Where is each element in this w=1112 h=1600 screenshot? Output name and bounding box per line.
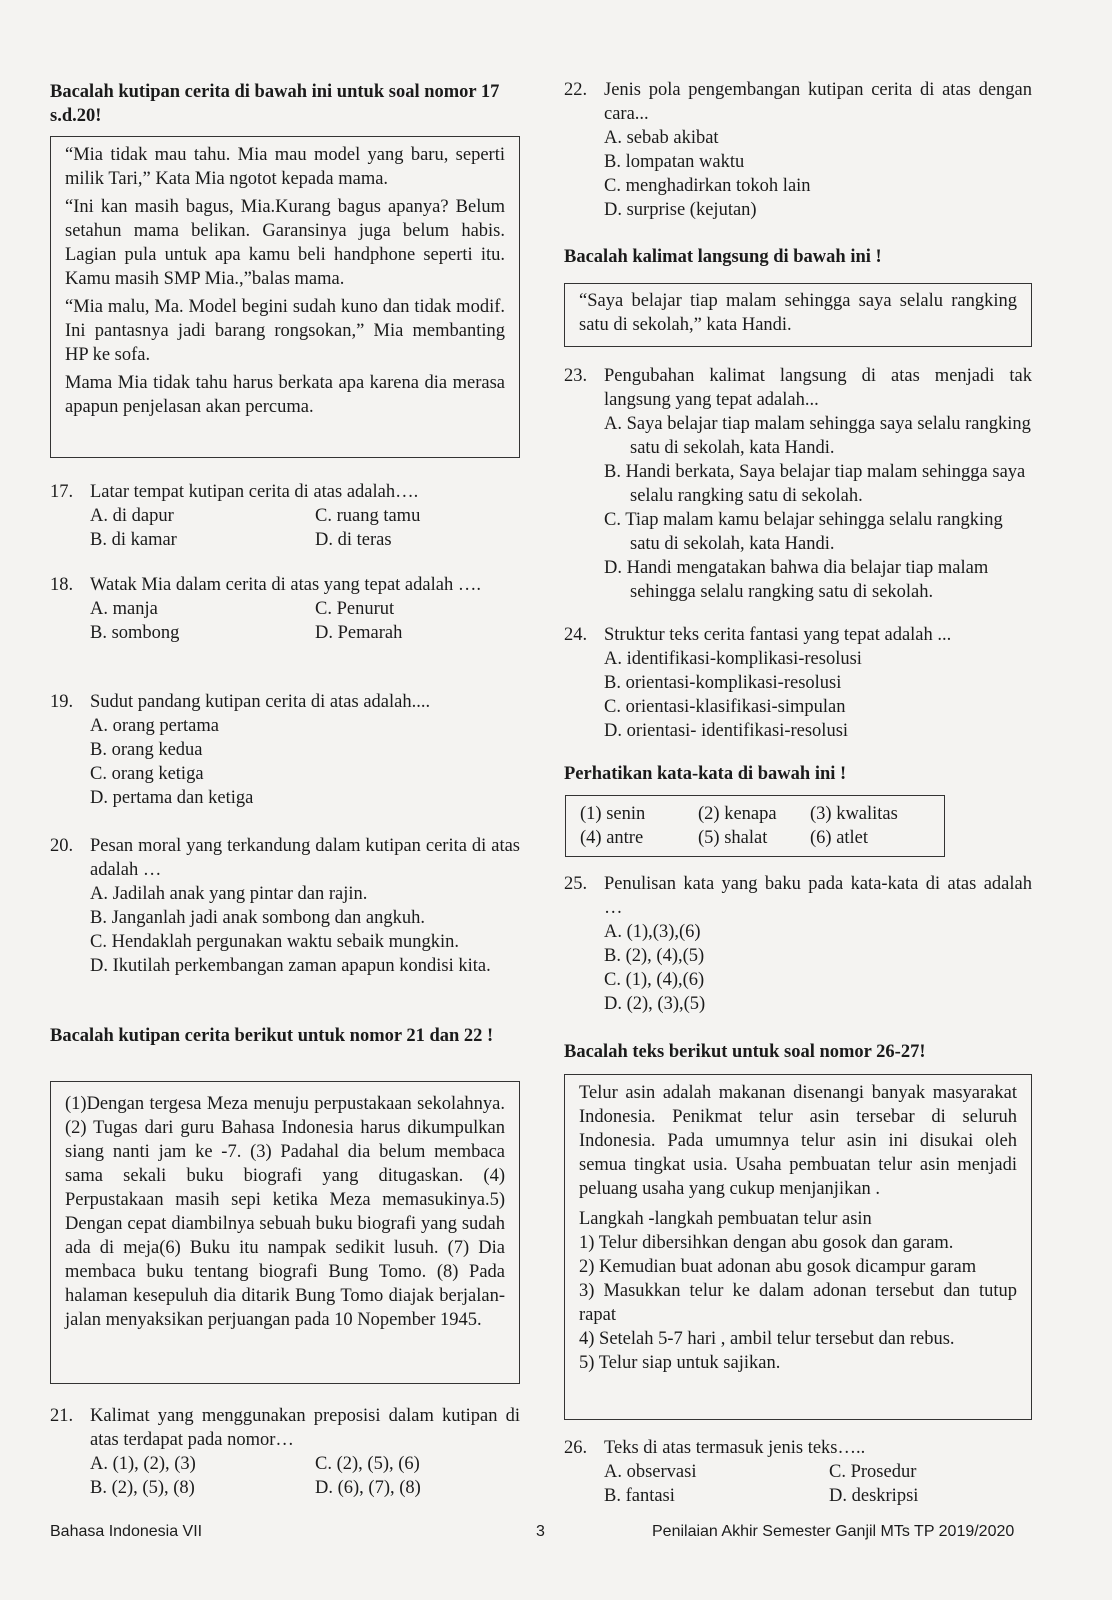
question-number: 23.	[564, 366, 588, 386]
word-item: (6) atlet	[810, 828, 869, 848]
step-item: 4) Setelah 5-7 hari , ambil telur tersebut dan rebus.	[579, 1329, 955, 1349]
answer-option: B. orientasi-komplikasi-resolusi	[604, 673, 842, 693]
footer-exam-title: Penilaian Akhir Semester Ganjil MTs TP 2019/2020	[652, 1523, 1015, 1540]
passage-paragraph: “Mia malu, Ma. Model begini sudah kuno dan tidak modif. Ini pantasnya jadi barang rongsokan,” Mia membanting HP ke sofa.	[65, 297, 505, 365]
section-heading: Bacalah kalimat langsung di bawah ini !	[564, 247, 882, 267]
question-row	[50, 573, 520, 645]
question-body	[90, 1404, 520, 1500]
question-row	[564, 1436, 1032, 1508]
story-passage-box	[50, 1081, 520, 1384]
answer-option: A. Jadilah anak yang pintar dan rajin.	[90, 884, 368, 904]
answer-option: A. manja	[90, 599, 158, 619]
answer-option: B. sombong	[90, 623, 180, 643]
answer-option: C. orientasi-klasifikasi-simpulan	[604, 697, 846, 717]
answer-option: C. menghadirkan tokoh lain	[604, 176, 811, 196]
question-number: 24.	[564, 625, 588, 645]
question-text: Pengubahan kalimat langsung di atas menjadi tak langsung yang tepat adalah...	[604, 366, 1032, 410]
question-body	[604, 364, 1032, 604]
passage-paragraph: Mama Mia tidak tahu harus berkata apa karena dia merasa apapun penjelasan akan percuma.	[65, 373, 505, 417]
question-number: 21.	[50, 1406, 74, 1426]
passage-paragraph: “Mia tidak mau tahu. Mia mau model yang baru, seperti milik Tari,” Kata Mia ngotot kepada mama.	[65, 145, 505, 189]
question-body	[604, 1436, 1032, 1508]
answer-option: B. Janganlah jadi anak sombong dan angkuh.	[90, 908, 425, 928]
question-body	[90, 690, 520, 810]
passage-paragraph: (1)Dengan tergesa Meza menuju perpustakaan sekolahnya. (2) Tugas dari guru Bahasa Indonesia harus dikumpulkan siang nanti jam ke -7. (3) Padahal dia belum membaca sama sekali buku biografi yang ditugaskan. (4) Perpustakaan masih sepi ketika Meza memasukinya.5) Dengan cepat diambilnya sebuah buku biografi yang sudah ada di meja(6) Buku itu nampak sedikit lusuh. (7) Dia membaca buku tentang biografi Bung Tomo. (8) Pada halaman kesepuluh dia ditarik Bung Tomo diajak berjalan-jalan menyaksikan perjuangan pada 10 Nopember 1945.	[65, 1094, 505, 1330]
direct-sentence-box	[564, 283, 1032, 347]
step-item: 1) Telur dibersihkan dengan abu gosok dan garam.	[579, 1233, 954, 1253]
answer-option: D. deskripsi	[829, 1486, 919, 1506]
step-item: 5) Telur siap untuk sajikan.	[579, 1353, 781, 1373]
word-item: (4) antre	[580, 828, 644, 848]
answer-option: B. orang kedua	[90, 740, 203, 760]
question-row	[564, 364, 1032, 604]
answer-option: C. orang ketiga	[90, 764, 204, 784]
question-item	[50, 834, 520, 978]
answer-option: C. Prosedur	[829, 1462, 917, 1482]
question-item	[50, 1404, 520, 1500]
question-text: Struktur teks cerita fantasi yang tepat adalah ...	[604, 625, 952, 645]
question-row	[50, 1404, 520, 1500]
question-row	[50, 690, 520, 810]
word-item: (5) shalat	[698, 828, 768, 848]
word-list-box	[565, 795, 945, 857]
question-item	[564, 78, 1032, 222]
question-text: Watak Mia dalam cerita di atas yang tepat adalah ….	[90, 575, 481, 595]
answer-option: C. Hendaklah pergunakan waktu sebaik mungkin.	[90, 932, 460, 952]
question-item	[50, 573, 520, 645]
answer-option: C. (1), (4),(6)	[604, 970, 705, 990]
answer-option: A. (1),(3),(6)	[604, 922, 701, 942]
answer-options	[604, 126, 1032, 222]
footer-subject: Bahasa Indonesia VII	[50, 1523, 203, 1540]
question-body	[90, 480, 520, 552]
question-body	[90, 573, 520, 645]
question-text: Sudut pandang kutipan cerita di atas adalah....	[90, 692, 431, 712]
question-item	[564, 623, 1032, 743]
answer-option: A. identifikasi-komplikasi-resolusi	[604, 649, 862, 669]
question-number: 20.	[50, 836, 74, 856]
direct-sentence: “Saya belajar tiap malam sehingga saya selalu rangking satu di sekolah,” kata Handi.	[579, 291, 1017, 335]
passage-paragraph: “Ini kan masih bagus, Mia.Kurang bagus apanya? Belum setahun mama belikan. Garansinya juga belum habis. Lagian pula untuk apa kamu beli handphone seperti itu. Kamu masih SMP Mia.,”balas mama.	[65, 197, 505, 289]
answer-options	[90, 1452, 520, 1500]
section-heading: Bacalah kutipan cerita di bawah ini untuk soal nomor 17 s.d.20!	[50, 82, 500, 126]
answer-option: B. (2), (5), (8)	[90, 1478, 195, 1498]
answer-option: D. Ikutilah perkembangan zaman apapun kondisi kita.	[90, 956, 491, 976]
answer-options	[90, 882, 520, 978]
answer-option: D. (6), (7), (8)	[315, 1478, 421, 1498]
answer-option: A. observasi	[604, 1462, 697, 1482]
question-item	[564, 1436, 1032, 1508]
page-number: 3	[536, 1523, 545, 1540]
question-body	[604, 623, 1032, 743]
answer-options	[90, 597, 520, 645]
answer-option: C. Penurut	[315, 599, 395, 619]
answer-options	[90, 504, 520, 552]
question-item	[50, 480, 520, 552]
answer-options	[604, 1460, 1032, 1508]
answer-option: D. Pemarah	[315, 623, 403, 643]
answer-option: A. di dapur	[90, 506, 174, 526]
answer-option: B. lompatan waktu	[604, 152, 745, 172]
answer-option: A. Saya belajar tiap malam sehingga saya selalu rangking satu di sekolah, kata Handi.	[604, 414, 1031, 458]
answer-option: B. Handi berkata, Saya belajar tiap malam sehingga saya selalu rangking satu di sekolah.	[604, 462, 1026, 506]
question-number: 22.	[564, 80, 588, 100]
answer-option: C. (2), (5), (6)	[315, 1454, 420, 1474]
word-item: (1) senin	[580, 804, 646, 824]
question-row	[50, 834, 520, 978]
word-item: (2) kenapa	[698, 804, 777, 824]
answer-option: D. orientasi- identifikasi-resolusi	[604, 721, 849, 741]
question-number: 25.	[564, 874, 588, 894]
answer-option: D. (2), (3),(5)	[604, 994, 706, 1014]
answer-option: B. fantasi	[604, 1486, 675, 1506]
question-item	[564, 872, 1032, 1016]
question-row	[564, 872, 1032, 1016]
answer-option: A. orang pertama	[90, 716, 219, 736]
question-row	[564, 78, 1032, 222]
answer-options	[604, 412, 1032, 604]
answer-option: B. (2), (4),(5)	[604, 946, 705, 966]
answer-option: D. Handi mengatakan bahwa dia belajar tiap malam sehingga selalu rangking satu di sekolah.	[604, 558, 989, 602]
question-text: Jenis pola pengembangan kutipan cerita di atas dengan cara...	[604, 80, 1032, 124]
answer-option: B. di kamar	[90, 530, 177, 550]
question-number: 17.	[50, 482, 74, 502]
question-row	[564, 623, 1032, 743]
section-heading: Bacalah teks berikut untuk soal nomor 26-27!	[564, 1042, 926, 1062]
passage-paragraph: Telur asin adalah makanan disenangi banyak masyarakat Indonesia. Penikmat telur asin tersebar di seluruh Indonesia. Pada umumnya telur asin ini disukai oleh semua tingkat usia. Usaha pembuatan telur asin menjadi peluang usaha yang cukup menjanjikan .	[579, 1083, 1017, 1199]
question-text: Pesan moral yang terkandung dalam kutipan cerita di atas adalah …	[90, 836, 520, 880]
question-body	[604, 78, 1032, 222]
question-body	[604, 872, 1032, 1016]
question-body	[90, 834, 520, 978]
question-text: Latar tempat kutipan cerita di atas adalah….	[90, 482, 419, 502]
steps-title: Langkah -langkah pembuatan telur asin	[579, 1209, 872, 1229]
answer-option: A. (1), (2), (3)	[90, 1454, 196, 1474]
question-number: 18.	[50, 575, 74, 595]
answer-option: A. sebab akibat	[604, 128, 719, 148]
step-item: 3) Masukkan telur ke dalam adonan tersebut dan tutup rapat	[579, 1281, 1017, 1325]
answer-option: C. ruang tamu	[315, 506, 421, 526]
section-heading: Bacalah kutipan cerita berikut untuk nomor 21 dan 22 !	[50, 1026, 494, 1046]
word-item: (3) kwalitas	[810, 804, 898, 824]
step-item: 2) Kemudian buat adonan abu gosok dicampur garam	[579, 1257, 977, 1277]
question-text: Kalimat yang menggunakan preposisi dalam kutipan di atas terdapat pada nomor…	[90, 1406, 520, 1450]
question-text: Teks di atas termasuk jenis teks…..	[604, 1438, 866, 1458]
answer-options	[604, 920, 1032, 1016]
section-heading: Perhatikan kata-kata di bawah ini !	[564, 764, 847, 784]
answer-option: D. surprise (kejutan)	[604, 200, 757, 220]
question-number: 26.	[564, 1438, 588, 1458]
question-number: 19.	[50, 692, 74, 712]
answer-options	[604, 647, 1032, 743]
answer-option: D. di teras	[315, 530, 392, 550]
question-row	[50, 480, 520, 552]
question-item	[50, 690, 520, 810]
answer-option: D. pertama dan ketiga	[90, 788, 254, 808]
procedure-passage-box	[564, 1074, 1032, 1420]
answer-option: C. Tiap malam kamu belajar sehingga selalu rangking satu di sekolah, kata Handi.	[604, 510, 1003, 554]
question-text: Penulisan kata yang baku pada kata-kata di atas adalah …	[604, 874, 1032, 918]
story-passage-box	[50, 136, 520, 458]
question-item	[564, 364, 1032, 604]
answer-options	[90, 714, 520, 810]
